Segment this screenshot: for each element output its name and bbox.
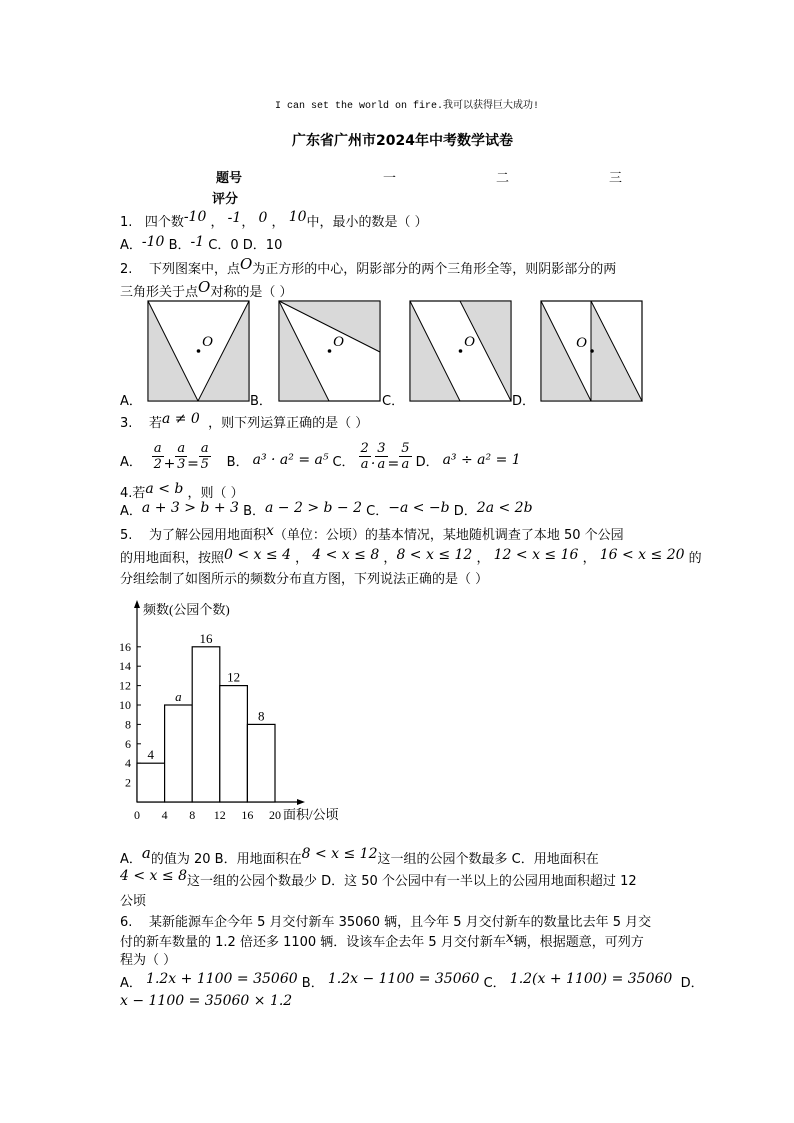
q6-options: A． 1.2x + 1100 = 35060 B． 1.2x − 1100 = 35060 C． 1.2(x + 1100) = 35060 D． (120, 971, 704, 991)
q5-options-line1: A．a的值为 20 B．用地面积在8 < x ≤ 12这一组的公园个数最多 C．用地面积在 (120, 844, 599, 867)
svg-text:O: O (333, 334, 344, 350)
q2-stem-line1: 2. 下列图案中，点O为正方形的中心，阴影部分的两个三角形全等，则阴影部分的两 (120, 255, 617, 277)
q6-stem-line1: 6. 某新能源车企今年 5 月交付新车 35060 辆，且今年 5 月交付新车的数量比去年 5 月交 (120, 915, 652, 930)
svg-text:O: O (464, 334, 475, 350)
x-tick-label: 16 (241, 808, 254, 822)
y-axis-label: 频数(公园个数) (143, 602, 230, 617)
score-row-label: 题号 (216, 171, 243, 186)
y-tick-label: 4 (125, 756, 131, 771)
bar-label: 4 (147, 747, 155, 763)
q2-opt-a-label[interactable]: A． (120, 394, 142, 409)
q3-opt-d[interactable]: D． (415, 455, 439, 470)
q2-option-d-figure[interactable] (540, 300, 644, 402)
x-axis-arrow (297, 799, 305, 805)
q5-stem-line1: 5. 为了解公园用地面积x（单位：公顷）的基本情况，某地随机调查了本地 50 个公园 (120, 523, 624, 543)
x-tick-label: 12 (213, 808, 226, 822)
q5-histogram (110, 598, 370, 826)
q2-opt-b-label[interactable]: B． (250, 394, 272, 409)
x-tick-label: 4 (161, 808, 168, 822)
q3-opt-b[interactable]: B． (226, 455, 249, 470)
histogram-bar (220, 686, 248, 802)
q6-stem-line3: 程为（ ） (120, 953, 177, 968)
q1-options: A．-10 B．-1 C．0 D．10 (120, 234, 283, 253)
bar-label: 16 (199, 630, 213, 646)
q4-options: A．a + 3 > b + 3 B．a − 2 > b − 2 C．−a < −b D．2a < 2b (120, 500, 533, 519)
x-tick-label: 20 (269, 808, 281, 822)
q5-stem-line2: 的用地面积，按照0 < x ≤ 4 ， 4 < x ≤ 8 ，8 < x ≤ 12 ， 12 < x ≤ 16 ， 16 < x ≤ 20 的 (120, 547, 702, 566)
y-tick-label: 10 (119, 698, 131, 712)
score-col-1: 一 (383, 171, 397, 186)
q2-option-a-figure[interactable] (147, 300, 251, 402)
histogram-bar (165, 705, 193, 802)
bar-label: a (175, 689, 182, 704)
x-tick-label: 8 (189, 808, 196, 822)
q5-stem-line3: 分组绘制了如图所示的频数分布直方图，下列说法正确的是（ ） (120, 572, 489, 587)
histogram-bar (192, 647, 220, 802)
bar-label: 12 (227, 669, 241, 685)
q2-option-c-figure[interactable] (409, 300, 513, 402)
y-tick-label: 12 (119, 678, 131, 693)
y-axis-arrow (134, 600, 140, 608)
q2-opt-c-label[interactable]: C． (382, 394, 405, 409)
q2-opt-d-label[interactable]: D． (512, 394, 536, 409)
q6-stem-line2: 付的新车数量的 1.2 倍还多 1100 辆．设该车企去年 5 月交付新车x辆，根据题意，可列方 (120, 930, 644, 950)
y-tick-label: 6 (125, 736, 131, 751)
q5-options-line3: 公顷 (120, 894, 147, 909)
score-col-3: 三 (609, 171, 623, 186)
q1-stem: 1. 四个数-10 ， -1， 0 ， 10中，最小的数是（ ） (120, 209, 428, 230)
q4-stem: 4.若a < b ，则（ ） (120, 481, 244, 501)
q2-option-b-figure[interactable] (278, 300, 382, 402)
page-title: 广东省广州市2024年中考数学试卷 (292, 133, 513, 149)
center-label: O (202, 334, 213, 350)
x-axis-label: 面积/公顷 (283, 807, 339, 822)
histogram-bar (247, 724, 275, 802)
histogram-bar (137, 763, 165, 802)
y-tick-label: 14 (119, 659, 131, 674)
y-tick-label: 16 (119, 639, 131, 654)
q3-options: A． $\frac{a}{2}$ + $\frac{a}{3}$ = $\frac{a}{5}$ B． a³ · a² = a⁵ C． $\frac{2}{a}$ · $\frac{3}{a}$ = $\frac{5}{a}$ D． a³ ÷ a² = 1 (120, 441, 521, 472)
svg-text:O: O (576, 335, 587, 351)
q2-stem-line2: 三角形关于点O对称的是（ ） (120, 278, 293, 300)
score-col-2: 二 (496, 171, 510, 186)
q3-opt-c[interactable]: C． (332, 455, 355, 470)
q5-options-line2: 4 < x ≤ 8这一组的公园个数最少 D．这 50 个公园中有一半以上的公园用地面积超过 12 (120, 868, 637, 889)
q3-stem: 3. 若a ≠ 0 ，则下列运算正确的是（ ） (120, 411, 369, 431)
q6-option-d-value: x − 1100 = 35060 × 1.2 (120, 993, 293, 1009)
header-note: I can set the world on fire.我可以获得巨大成功! (275, 101, 540, 112)
y-tick-label: 8 (125, 717, 131, 732)
q3-opt-a[interactable]: A． (120, 455, 142, 470)
bar-label: 8 (257, 708, 265, 724)
score-grade-label: 评分 (212, 192, 239, 207)
y-tick-label: 2 (125, 775, 131, 790)
x-tick-label: 0 (134, 808, 140, 822)
